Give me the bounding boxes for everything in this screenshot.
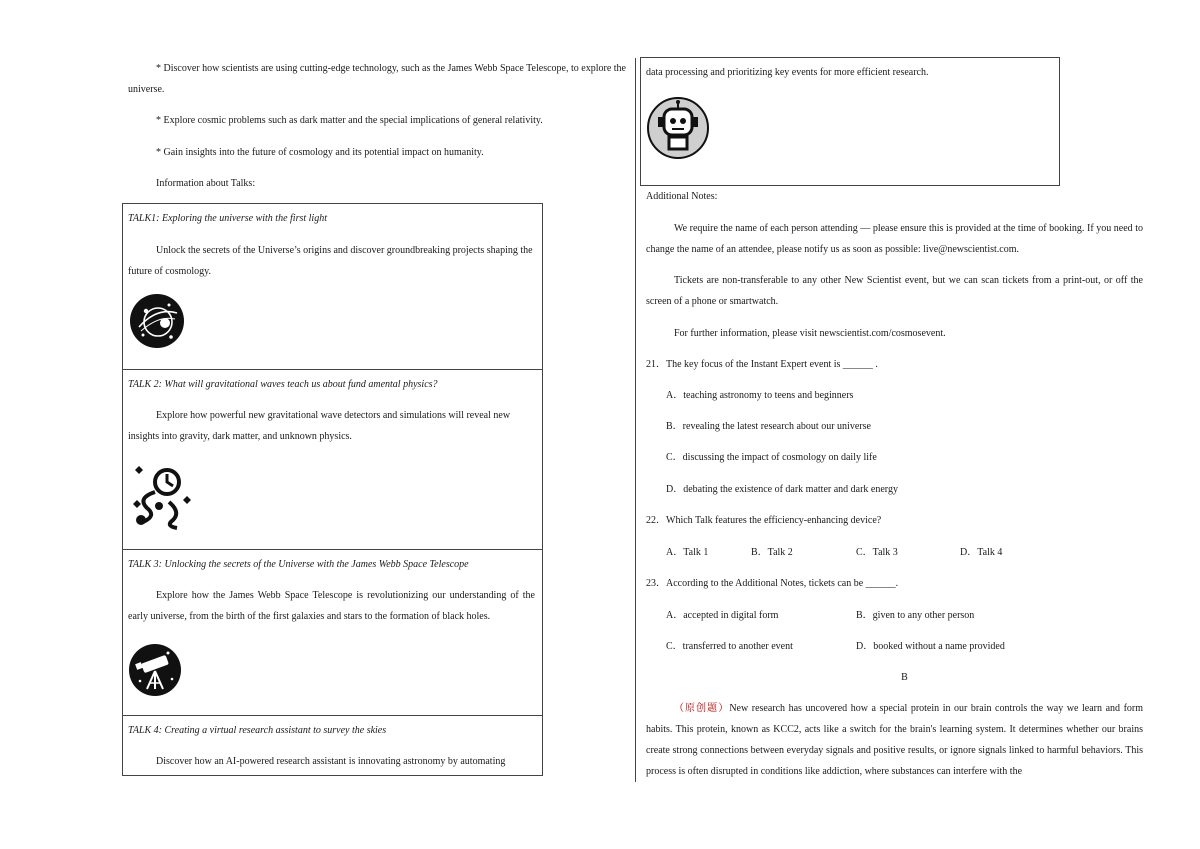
talk-1-title: TALK1: Exploring the universe with the first light <box>128 213 327 224</box>
bullet-3: * Gain insights into the future of cosmology and its potential impact on humanity. <box>156 147 484 158</box>
talk-2-title: TALK 2: What will gravitational waves teach us about fund amental physics? <box>128 379 438 390</box>
note-2: Tickets are non-transferable to any other New Scientist event, but we can scan tickets from a print-out, or off the screen of a phone or smartwatch. <box>646 275 1143 307</box>
q21-option-c[interactable]: C．discussing the impact of cosmology on daily life <box>666 452 877 463</box>
q21-option-a[interactable]: A．teaching astronomy to teens and beginners <box>666 390 854 401</box>
q21-option-d[interactable]: D．debating the existence of dark matter and dark energy <box>666 484 898 495</box>
talk-4-continued: data processing and prioritizing key events for more efficient research. <box>646 67 929 78</box>
bullet-1: * Discover how scientists are using cutting-edge technology, such as the James Webb Space Telescope, to explore the universe. <box>128 63 626 95</box>
q21-option-b[interactable]: B．revealing the latest research about our universe <box>666 421 871 432</box>
note-1: We require the name of each person attending — please ensure this is provided at the time of booking. If you need to change the name of an attendee, please notify us as soon as possible: live@newscientist.com. <box>646 223 1143 255</box>
q23-option-a[interactable]: A．accepted in digital form <box>666 610 779 621</box>
passage-text: New research has uncovered how a special protein in our brain controls the way we learn and form habits. This protein, known as KCC2, acts like a switch for the brain's learning system. It determines whether our brains create strong connections between everyday signals and positive results, or ignore signals linked to harmful behaviors. This process is often disrupted in conditions like addiction, where substances can interfere with the <box>646 703 1143 777</box>
talk-4-title: TALK 4: Creating a virtual research assistant to survey the skies <box>128 725 387 736</box>
q22-option-a[interactable]: A．Talk 1 <box>666 547 709 558</box>
q22-option-d[interactable]: D．Talk 4 <box>960 547 1003 558</box>
q22-option-b[interactable]: B．Talk 2 <box>751 547 793 558</box>
question-23: 23．According to the Additional Notes, tickets can be ______. <box>646 578 899 589</box>
telescope-icon <box>128 643 182 697</box>
passage-tag: （原创题） <box>674 703 730 714</box>
row-divider <box>122 549 543 550</box>
row-divider <box>122 369 543 370</box>
info-heading: Information about Talks: <box>156 178 256 189</box>
talk-3-desc: Explore how the James Webb Space Telescope is revolutionizing our understanding of the early universe, from the birth of the first galaxies and stars to the formation of black holes. <box>128 590 535 622</box>
question-22: 22．Which Talk features the efficiency-enhancing device? <box>646 515 882 526</box>
notes-heading: Additional Notes: <box>646 191 718 202</box>
talk-1-desc: Unlock the secrets of the Universe’s origins and discover groundbreaking projects shaping the future of cosmology. <box>128 245 533 277</box>
talk-3-title: TALK 3: Unlocking the secrets of the Universe with the James Webb Space Telescope <box>128 559 469 570</box>
talk-4-desc: Discover how an AI-powered research assistant is innovating astronomy by automating <box>156 756 506 767</box>
q22-option-c[interactable]: C．Talk 3 <box>856 547 898 558</box>
planet-icon <box>129 293 185 349</box>
gravitational-wave-icon <box>129 460 195 532</box>
column-divider <box>635 58 636 782</box>
section-label: B <box>901 672 908 683</box>
talk-2-desc: Explore how powerful new gravitational wave detectors and simulations will reveal new insights into gravity, dark matter, and unknown physics. <box>128 410 511 442</box>
passage-b <box>646 698 1143 782</box>
note-3: For further information, please visit newscientist.com/cosmosevent. <box>674 328 946 339</box>
robot-assistant-icon <box>647 97 709 159</box>
row-divider <box>122 715 543 716</box>
q23-option-d[interactable]: D．booked without a name provided <box>856 641 1005 652</box>
question-21: 21．The key focus of the Instant Expert event is ______ . <box>646 359 878 370</box>
bullet-2: * Explore cosmic problems such as dark matter and the special implications of general relativity. <box>156 115 543 126</box>
q23-option-b[interactable]: B．given to any other person <box>856 610 975 621</box>
q23-option-c[interactable]: C．transferred to another event <box>666 641 793 652</box>
